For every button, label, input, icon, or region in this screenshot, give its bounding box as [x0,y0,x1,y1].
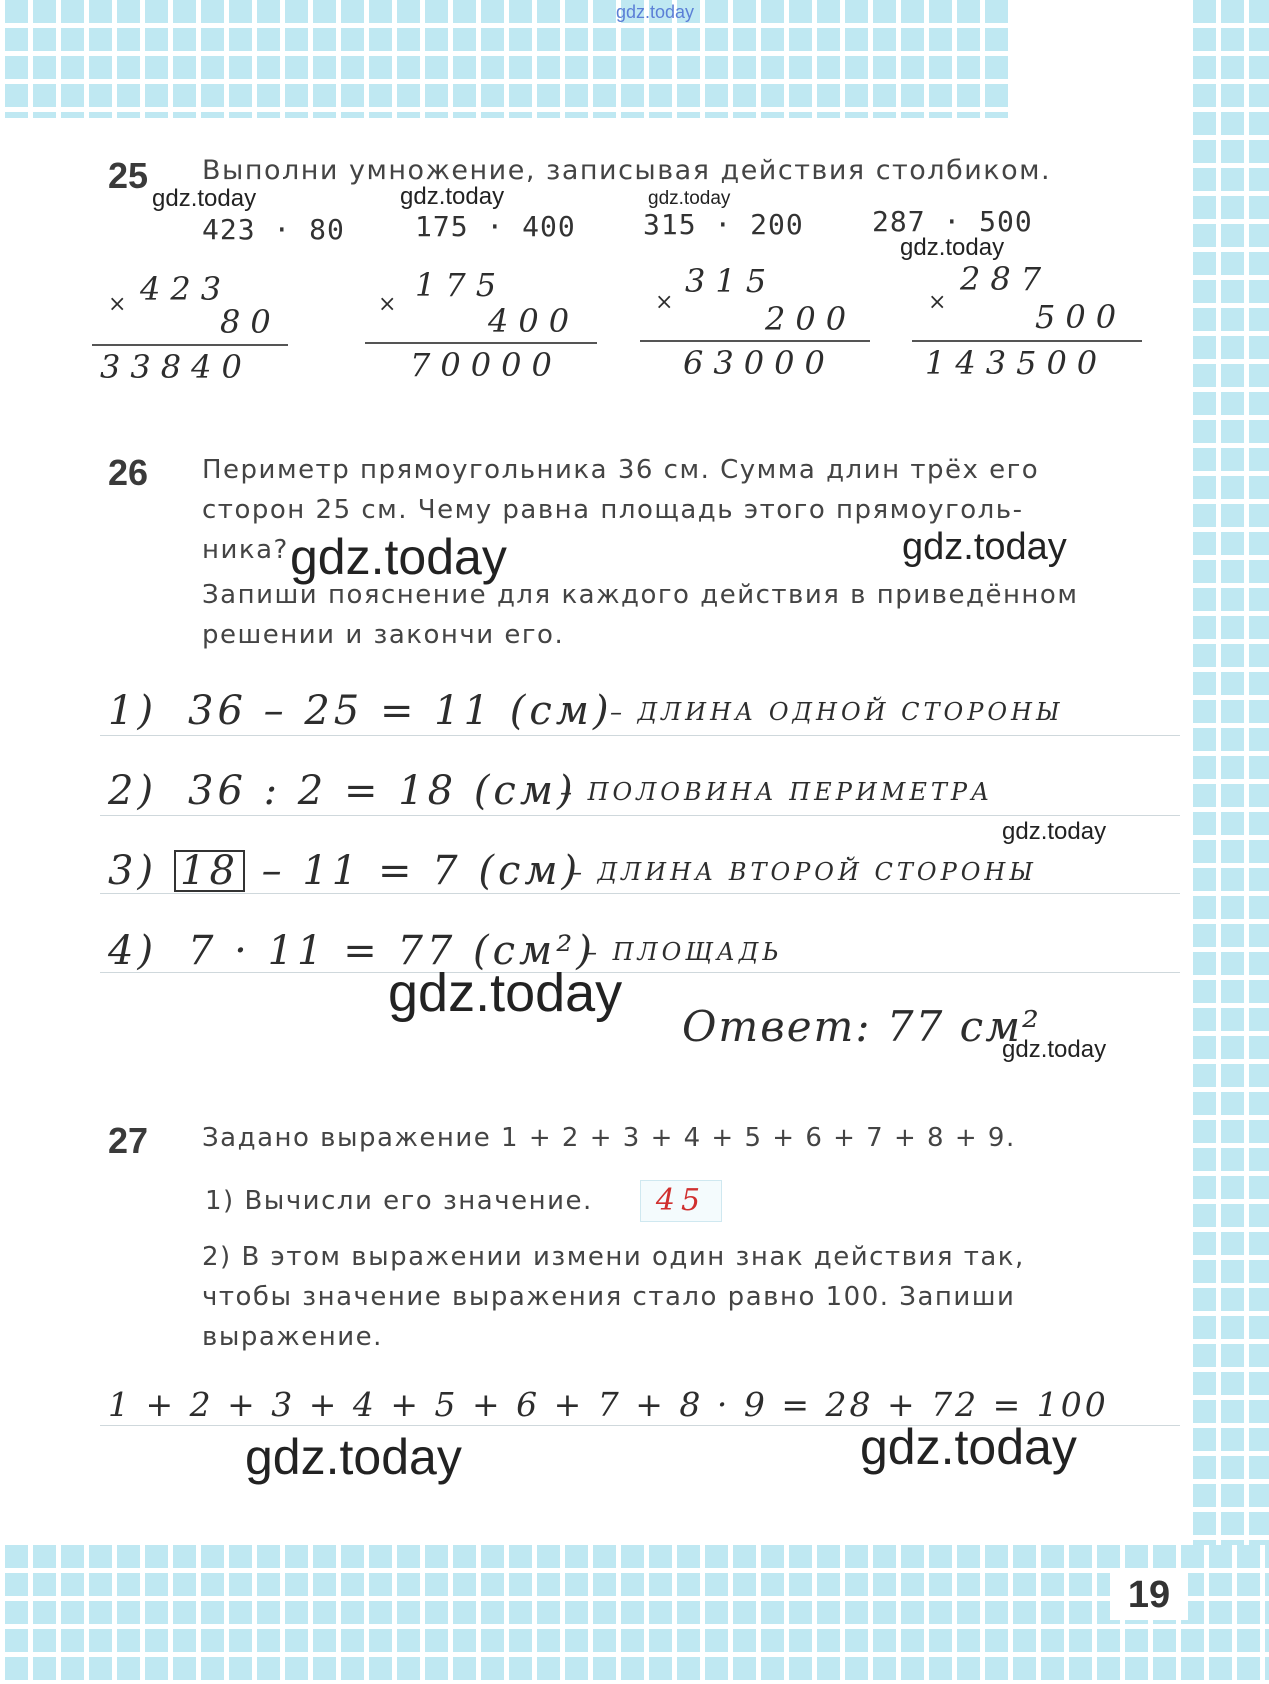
step-3-calc [174,848,581,894]
times-sign: × [378,292,397,317]
step-3-boxed-number: 18 [174,850,245,892]
column-4-multiplier: 500 [1035,298,1127,336]
step-3-calc-rest: – 11 = 7 (см) [261,848,582,894]
step-3-explanation: – ДЛИНА ВТОРОЙ СТОРОНЫ [570,858,1037,886]
column-2-multiplier: 400 [488,302,580,340]
column-2-multiplicand: 175 [415,266,507,304]
column-1-multiplier: 80 [220,303,281,341]
example-3-expression: 315 · 200 [643,208,804,241]
column-3-multiplier: 200 [765,300,857,338]
writing-line [100,735,1180,736]
step-2-calc: 36 : 2 = 18 (см) [188,768,577,814]
task-27-text: Задано выражение 1 + 2 + 3 + 4 + 5 + 6 + 7 + 8 + 9. [202,1123,1016,1153]
column-4-multiplicand: 287 [960,260,1052,298]
task-25-text: Выполни умножение, записывая действия столбиком. [202,155,1052,186]
task-27-question-2-line-2: чтобы значение выражения стало равно 100. Запиши [202,1282,1016,1312]
task-26-line-3: ника? [202,535,289,565]
times-sign: × [655,290,674,315]
task-27-question-2-line-3: выражение. [202,1322,383,1352]
watermark: gdz.today [648,188,731,209]
task-27-question-2-line-1: 2) В этом выражении измени один знак действия так, [202,1242,1025,1272]
task-27-answer-1: 45 [640,1180,722,1222]
step-2-number: 2) [108,768,158,814]
task-26-line-4: Запиши пояснение для каждого действия в приведённом [202,580,1079,610]
step-3-number: 3) [108,848,158,894]
task-25-number: 25 [108,155,149,196]
column-1-line [92,344,288,346]
column-3-multiplicand: 315 [685,262,777,300]
step-4-number: 4) [108,928,158,974]
watermark: gdz.today [245,1429,462,1485]
step-1-calc: 36 – 25 = 11 (см) [188,688,613,734]
task-26-line-2: сторон 25 см. Чему равна площадь этого прямоуголь- [202,495,1024,525]
column-2-line [365,342,597,344]
column-3-line [640,340,870,342]
watermark: gdz.today [152,185,257,212]
step-2-explanation: – ПОЛОВИНА ПЕРИМЕТРА [560,778,994,806]
step-4-calc: 7 · 11 = 77 (см²) [188,928,596,974]
watermark-top: gdz.today [615,2,695,22]
task-27-number: 27 [108,1120,149,1161]
task-26-line-1: Периметр прямоугольника 36 см. Сумма длин трёх его [202,455,1040,485]
times-sign: × [108,292,127,317]
task-26-answer: Ответ: 77 см² [682,1002,1041,1051]
step-4-explanation: – ПЛОЩАДЬ [585,938,783,966]
example-4-expression: 287 · 500 [872,205,1033,238]
writing-line [100,815,1180,816]
watermark: gdz.today [290,529,507,585]
times-sign: × [928,290,947,315]
grid-band-top [0,0,1010,118]
column-1-multiplicand: 423 [140,270,232,308]
example-2-expression: 175 · 400 [415,210,576,243]
column-3-result: 63000 [683,344,835,382]
column-4-line [912,340,1142,342]
watermark: gdz.today [1002,1036,1107,1063]
step-1-number: 1) [108,688,158,734]
watermark: gdz.today [902,526,1067,568]
column-4-result: 143500 [925,344,1108,382]
task-26-line-5: решении и закончи его. [202,620,565,650]
watermark: gdz.today [860,1419,1077,1475]
task-27-solution: 1 + 2 + 3 + 4 + 5 + 6 + 7 + 8 · 9 = 28 + 72 = 100 [108,1385,1109,1424]
watermark: gdz.today [900,234,1005,261]
page-number: 19 [1110,1570,1188,1620]
watermark: gdz.today [388,963,623,1023]
step-1-explanation: – ДЛИНА ОДНОЙ СТОРОНЫ [610,698,1064,726]
task-26-number: 26 [108,452,149,493]
grid-band-right [1188,0,1269,1684]
watermark: gdz.today [1002,818,1107,845]
column-2-result: 70000 [410,346,562,384]
watermark: gdz.today [400,183,505,210]
task-27-question-1: 1) Вычисли его значение. [205,1186,593,1216]
grid-band-bottom [0,1545,1269,1684]
column-1-result: 33840 [100,348,252,386]
example-1-expression: 423 · 80 [202,213,345,246]
